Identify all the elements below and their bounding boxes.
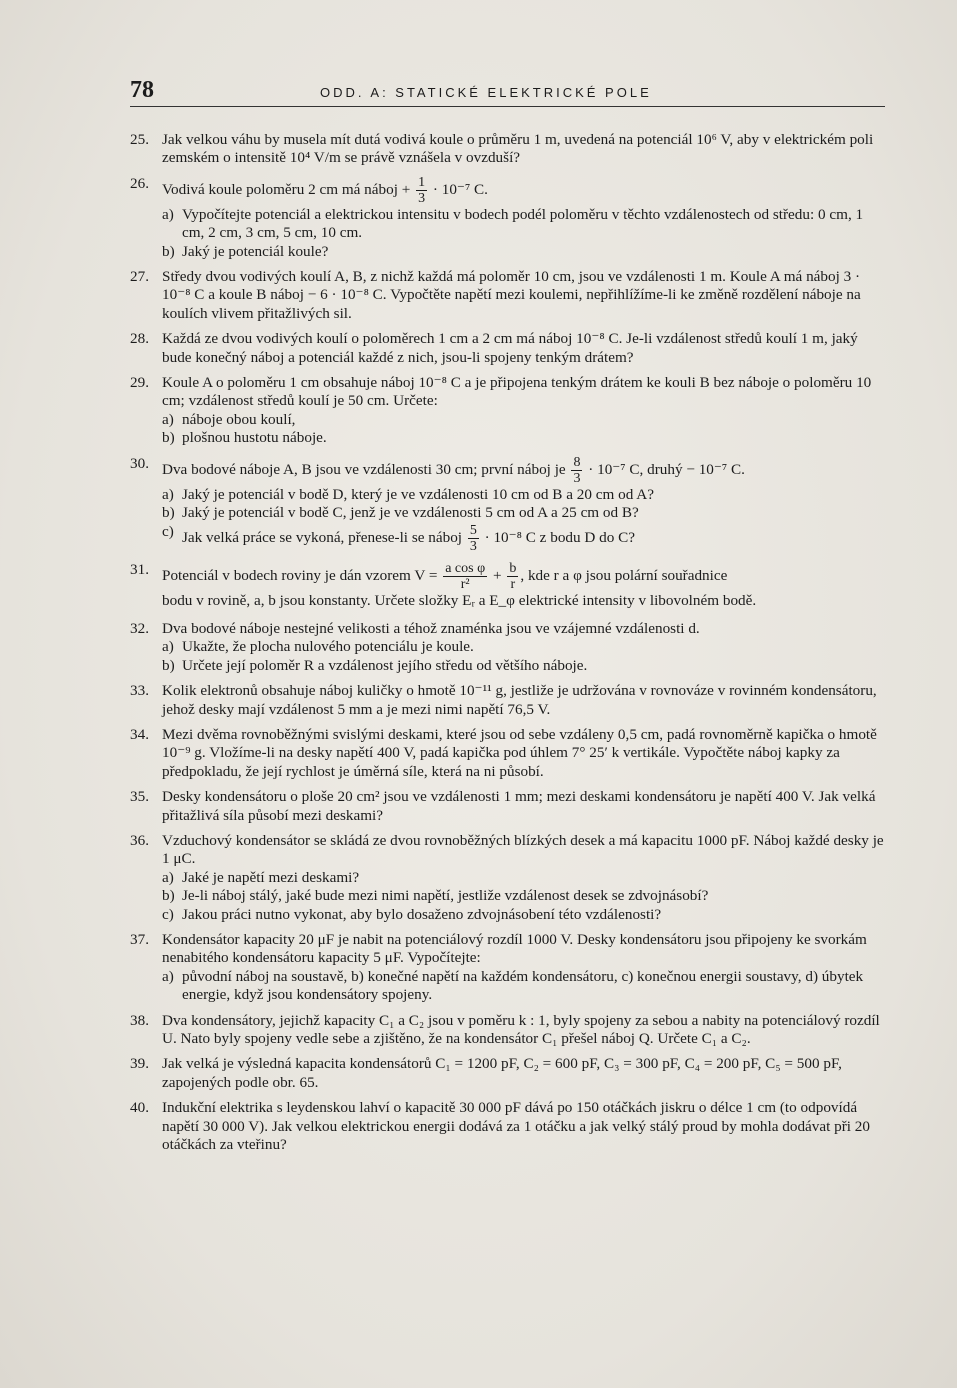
problem-36 bbox=[130, 832, 885, 924]
problem-list bbox=[130, 131, 885, 1154]
problem-text: Indukční elektrika s leydenskou lahví o kapacitě 30 000 pF dává po 150 otáčkách jiskru o délce 1 cm (to odpovídá napětí 30 000 V). Jak velkou elektrickou energii dodává za 1 otáčku a jak velký stálý proud by mohla dodávat při 20 otáčkách za vteřinu? bbox=[162, 1099, 870, 1154]
problem-text: Dva kondensátory, jejichž kapacity C₁ a C₂ jsou v poměru k : 1, byly spojeny za sebou a nabity na potenciálový rozdíl U. Nato byly spojeny vedle sebe a zjištěno, že na kondensátor C₁ přešel náboj Q. Určete C₁ a C₂. bbox=[162, 1011, 880, 1048]
problem-number: 27. bbox=[130, 268, 149, 286]
problem-32 bbox=[130, 620, 885, 675]
running-head: ODD. A: STATICKÉ ELEKTRICKÉ POLE bbox=[320, 85, 652, 100]
subquestion-a: a) Jaké je napětí mezi deskami? bbox=[162, 868, 360, 886]
problem-number: 40. bbox=[130, 1099, 149, 1117]
subquestion-a: a) Vypočítejte potenciál a elektrickou intensitu v bodech podél poloměru v těchto vzdálenostech od středu: 0 cm, 1 cm, 2 cm, 3 cm, 5 cm, 10 cm. bbox=[162, 205, 864, 242]
fraction: $\frac{1}{3}$ bbox=[418, 174, 426, 206]
problem-text-cont: , kde r a φ jsou polární souřadnice bbox=[520, 566, 728, 584]
problem-text: Koule A o poloměru 1 cm obsahuje náboj 10⁻⁸ C a je připojena tenkým drátem ke kouli B bez náboje o poloměru 10 cm; vzdálenost středů koulí je 50 cm. Určete: bbox=[162, 374, 872, 410]
problem-text: Každá ze dvou vodivých koulí o poloměrech 1 cm a 2 cm má náboj 10⁻⁸ C. Je-li vzdálenost středů koulí 1 m, jaký bude konečný náboj a potenciál každé z nich, jsou-li spojeny tenkým drátem? bbox=[162, 330, 858, 366]
problem-number: 31. bbox=[130, 560, 149, 578]
problem-30 bbox=[130, 455, 885, 554]
problem-37 bbox=[130, 931, 885, 1005]
fraction: $\frac{8}{3}$ bbox=[573, 454, 581, 486]
problem-text: Desky kondensátoru o ploše 20 cm² jsou ve vzdálenosti 1 mm; mezi deskami kondensátoru je napětí 400 V. Jak velká přitažlivá síla působí mezi deskami? bbox=[162, 788, 876, 824]
subquestion-b: b) Jaký je potenciál koule? bbox=[162, 242, 329, 260]
problem-text: Mezi dvěma rovnoběžnými svislými deskami, které jsou od sebe vzdáleny 0,5 cm, padá rovnoměrně kapička o hmotě 10⁻⁹ g. Vložíme-li na desky napětí 400 V, padá kapička pod úhlem 7° 25′ k vertikále. Vypočtěte náboj kapky za předpokladu, že její rychlost je úměrná síle, která na ni působí. bbox=[162, 725, 877, 780]
problem-31 bbox=[130, 561, 885, 610]
problem-text: Kondensátor kapacity 20 μF je nabit na potenciálový rozdíl 1000 V. Desky kondensátoru jsou připojeny ke svorkám nenabitého kondensátoru kapacity 5 μF. Vypočítejte: bbox=[162, 931, 867, 967]
problem-number: 32. bbox=[130, 619, 149, 637]
subquestion-b: b) Jaký je potenciál v bodě C, jenž je ve vzdálenosti 5 cm od A a 25 cm od B? bbox=[162, 504, 639, 522]
problem-25 bbox=[130, 131, 885, 168]
problem-text: Kolik elektronů obsahuje náboj kuličky o hmotě 10⁻¹¹ g, jestliže je udržována v rovnováze v rovinném kondensátoru, jehož desky mají vzdálenost 5 mm a je mezi nimi napětí 76,5 V. bbox=[162, 682, 877, 718]
subquestion-a: a) Jaký je potenciál v bodě D, který je ve vzdálenosti 10 cm od B a 20 cm od A? bbox=[162, 485, 654, 503]
subquestion-b: b) plošnou hustotu náboje. bbox=[162, 429, 327, 447]
problem-text-cont: · 10⁻⁷ C. bbox=[432, 180, 488, 198]
problem-text: Dva bodové náboje nestejné velikosti a téhož znaménka jsou ve vzájemné vzdálenosti d. bbox=[162, 619, 700, 637]
problem-33 bbox=[130, 682, 885, 719]
subquestion-a: a) původní náboj na soustavě, b) konečné napětí na každém kondensátoru, c) konečnou energii soustavy, d) úbytek energie, když jsou kondensátory spojeny. bbox=[162, 967, 864, 1004]
fraction: $\frac{\text{a cos φ}}{\text{r²}}$ bbox=[445, 560, 486, 592]
problem-number: 35. bbox=[130, 788, 149, 806]
subquestion-c: c) Jakou práci nutno vykonat, aby bylo dosaženo zdvojnásobení této vzdálenosti? bbox=[162, 905, 662, 923]
problem-text: Středy dvou vodivých koulí A, B, z nichž každá má poloměr 10 cm, jsou ve vzdálenosti 1 m. Koule A má náboj 3 · 10⁻⁸ C a koule B náboj − 6 · 10⁻⁸ C. Vypočtěte napětí mezi koulemi, nepřihlížíme-li ke změně rozdělení náboje na koulích vlivem přitažlivých sil. bbox=[162, 268, 861, 322]
problem-39 bbox=[130, 1055, 885, 1092]
problem-number: 33. bbox=[130, 682, 149, 700]
problem-number: 39. bbox=[130, 1055, 149, 1073]
problem-26 bbox=[130, 175, 885, 261]
problem-number: 37. bbox=[130, 931, 149, 948]
problem-number: 28. bbox=[130, 330, 149, 348]
fraction: $\frac{b}{r}$ bbox=[509, 560, 517, 592]
problem-35 bbox=[130, 788, 885, 825]
problem-text: Jak velkou váhu by musela mít dutá vodivá koule o průměru 1 m, uvedená na potenciál 10⁶ V, aby v elektrickém poli zemském o intensitě 10⁴ V/m se právě vznášela v ovzduší? bbox=[162, 131, 874, 167]
subquestion-b: b) Určete její poloměr R a vzdálenost jejího středu od většího náboje. bbox=[162, 656, 588, 674]
problem-number: 26. bbox=[130, 174, 149, 192]
problem-27 bbox=[130, 268, 885, 323]
subquestion-b: b) Je-li náboj stálý, jaké bude mezi nimi napětí, jestliže vzdálenost desek se zdvojnásobí? bbox=[162, 887, 709, 905]
problem-number: 36. bbox=[130, 831, 149, 849]
problem-text-cont: · 10⁻⁷ C, druhý − 10⁻⁷ C. bbox=[588, 460, 745, 478]
problem-34 bbox=[130, 726, 885, 781]
problem-text: Dva bodové náboje A, B jsou ve vzdálenosti 30 cm; první náboj je bbox=[162, 460, 566, 478]
subquestion-a: a) Ukažte, že plocha nulového potenciálu je koule. bbox=[162, 638, 474, 656]
subquestion-a: a) náboje obou koulí, bbox=[162, 410, 296, 428]
problem-number: 38. bbox=[130, 1011, 149, 1029]
problem-number: 29. bbox=[130, 374, 149, 392]
problem-text: Vzduchový kondensátor se skládá ze dvou rovnoběžných blízkých desek a má kapacitu 1000 pF. Náboj každé desky je 1 μC. bbox=[162, 831, 884, 868]
problem-40 bbox=[130, 1099, 885, 1154]
plus-sign: + bbox=[492, 566, 502, 584]
page-header bbox=[130, 78, 885, 107]
problem-text: Vodivá koule poloměru 2 cm má náboj + bbox=[162, 180, 411, 198]
problem-number: 25. bbox=[130, 131, 149, 148]
fraction: $\frac{5}{3}$ bbox=[469, 522, 477, 554]
problem-number: 30. bbox=[130, 454, 149, 472]
problem-28 bbox=[130, 330, 885, 367]
problem-number: 34. bbox=[130, 725, 149, 743]
problem-29 bbox=[130, 374, 885, 448]
subquestion-c: c) Jak velká práce se vykoná, přenese-li se náboj $\frac{5}{3}$ · 10⁻⁸ C z bodu D do C? bbox=[162, 522, 636, 554]
problem-text: Jak velká je výsledná kapacita kondensátorů C₁ = 1200 pF, C₂ = 600 pF, C₃ = 300 pF, C₄ = 200 pF, C₅ = 500 pF, zapojených podle obr. 65. bbox=[162, 1055, 842, 1091]
problem-38 bbox=[130, 1012, 885, 1049]
page-number: 78 bbox=[130, 77, 154, 103]
problem-text: Potenciál v bodech roviny je dán vzorem V = bbox=[162, 566, 438, 584]
problem-text-line2: bodu v rovině, a, b jsou konstanty. Určete složky Eᵣ a E_φ elektrické intensity v libovolném bodě. bbox=[162, 591, 757, 609]
